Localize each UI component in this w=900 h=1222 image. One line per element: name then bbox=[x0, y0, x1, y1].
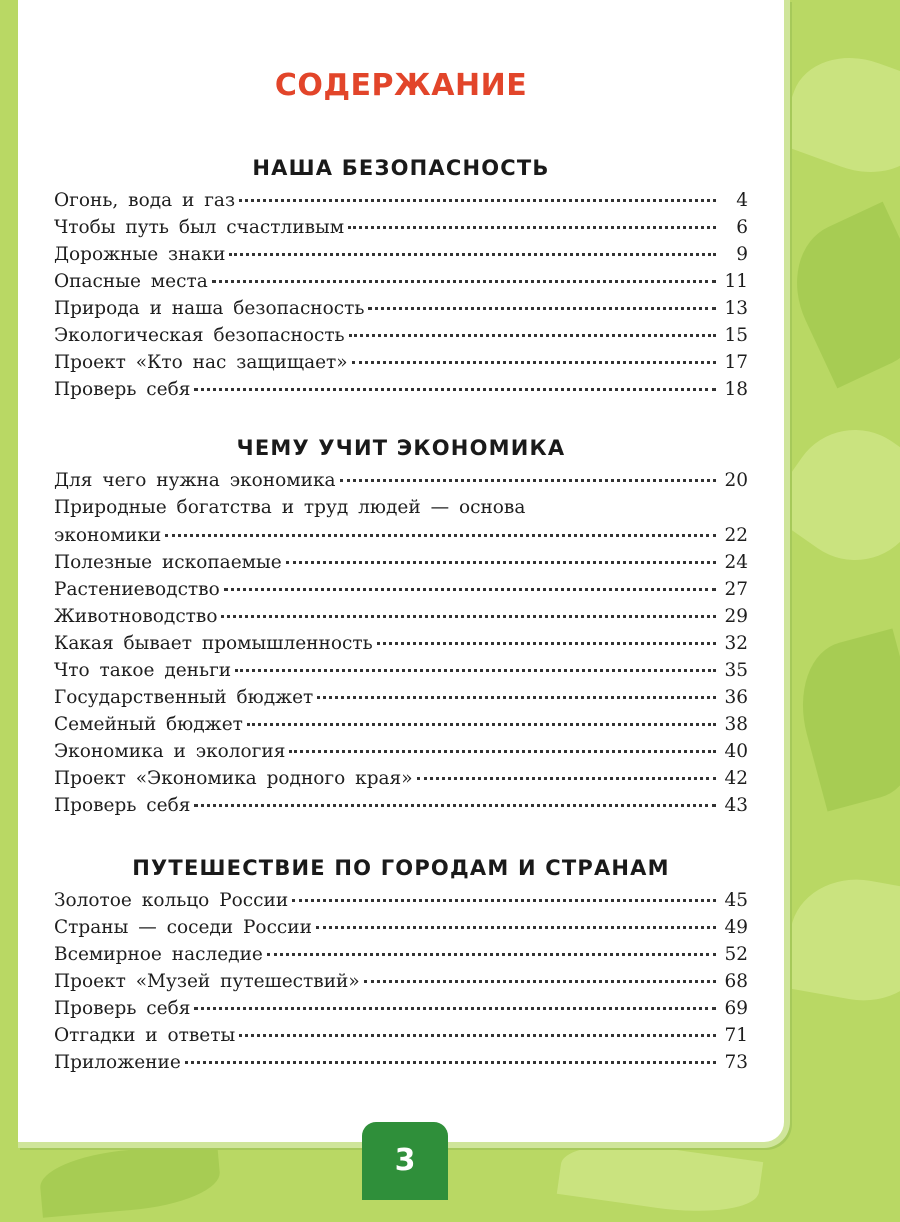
toc-entry[interactable] bbox=[54, 998, 748, 1025]
toc-entry[interactable] bbox=[54, 741, 748, 768]
entry-label: Дорожные знаки bbox=[54, 244, 226, 265]
entry-page: 6 bbox=[736, 217, 748, 238]
toc-entry[interactable] bbox=[54, 325, 748, 352]
entry-label: Семейный бюджет bbox=[54, 714, 243, 735]
toc-entry[interactable] bbox=[54, 1025, 748, 1052]
entry-page: 32 bbox=[724, 633, 748, 654]
leader-dots bbox=[247, 723, 716, 726]
entry-label: Что такое деньги bbox=[54, 660, 232, 681]
section-heading: ЧЕМУ УЧИТ ЭКОНОМИКА bbox=[236, 436, 566, 460]
entry-label: Проверь себя bbox=[54, 998, 191, 1019]
entry-label: Государственный бюджет bbox=[54, 687, 314, 708]
entry-page: 42 bbox=[724, 768, 748, 789]
background-leaf bbox=[38, 1142, 223, 1217]
toc-entry[interactable] bbox=[54, 917, 748, 944]
entry-page: 73 bbox=[724, 1052, 748, 1073]
entry-label: Чтобы путь был счастливым bbox=[54, 217, 345, 238]
toc-entry[interactable] bbox=[54, 552, 748, 579]
leader-dots bbox=[417, 777, 716, 780]
toc-entry[interactable] bbox=[54, 660, 748, 687]
entry-label: Проверь себя bbox=[54, 795, 191, 816]
section-heading: ПУТЕШЕСТВИЕ ПО ГОРОДАМ И СТРАНАМ bbox=[132, 856, 670, 880]
toc-entry[interactable] bbox=[54, 579, 748, 606]
entry-label: Страны — соседи России bbox=[54, 917, 312, 938]
entry-label: Экологическая безопасность bbox=[54, 325, 345, 346]
toc-entry[interactable] bbox=[54, 352, 748, 379]
entry-page: 22 bbox=[724, 525, 748, 546]
leader-dots bbox=[194, 804, 716, 807]
toc-section-safety bbox=[54, 190, 748, 406]
entry-label: Экономика и экология bbox=[54, 741, 286, 762]
entry-label: Отгадки и ответы bbox=[54, 1025, 236, 1046]
toc-entry[interactable] bbox=[54, 971, 748, 998]
toc-entry[interactable] bbox=[54, 890, 748, 917]
entry-label: Растениеводство bbox=[54, 579, 220, 600]
leader-dots bbox=[377, 642, 716, 645]
entry-label: Опасные места bbox=[54, 271, 208, 292]
entry-page: 69 bbox=[724, 998, 748, 1019]
toc-entry[interactable] bbox=[54, 687, 748, 714]
leader-dots bbox=[289, 750, 716, 753]
toc-entry[interactable] bbox=[54, 944, 748, 971]
leader-dots bbox=[224, 588, 716, 591]
entry-page: 29 bbox=[724, 606, 748, 627]
toc-entry[interactable] bbox=[54, 217, 748, 244]
background-leaf bbox=[774, 202, 900, 389]
leader-dots bbox=[349, 334, 716, 337]
entry-page: 15 bbox=[724, 325, 748, 346]
leader-dots bbox=[364, 980, 716, 983]
page-number-tab: 3 bbox=[362, 1122, 448, 1200]
entry-label: Проект «Музей путешествий» bbox=[54, 971, 360, 992]
leader-dots bbox=[267, 953, 716, 956]
toc-entry[interactable] bbox=[54, 470, 748, 497]
entry-label: Всемирное наследие bbox=[54, 944, 263, 965]
entry-label: Золотое кольцо России bbox=[54, 890, 289, 911]
section-heading: НАША БЕЗОПАСНОСТЬ bbox=[252, 156, 550, 180]
toc-entry[interactable] bbox=[54, 633, 748, 660]
entry-page: 71 bbox=[724, 1025, 748, 1046]
leader-dots bbox=[316, 926, 716, 929]
background-leaf bbox=[781, 869, 900, 1011]
entry-label: Проект «Кто нас защищает» bbox=[54, 352, 348, 373]
entry-label: Природные богатства и труд людей — основа bbox=[54, 497, 526, 518]
leader-dots bbox=[317, 696, 716, 699]
entry-label: Огонь, вода и газ bbox=[54, 190, 236, 211]
leader-dots bbox=[286, 561, 716, 564]
leader-dots bbox=[185, 1061, 716, 1064]
background-leaf bbox=[775, 39, 900, 190]
toc-entry[interactable] bbox=[54, 795, 748, 822]
entry-label: Какая бывает промышленность bbox=[54, 633, 373, 654]
leader-dots bbox=[221, 615, 716, 618]
toc-entry-line1[interactable] bbox=[54, 497, 748, 525]
entry-page: 20 bbox=[724, 470, 748, 491]
leader-dots bbox=[348, 226, 716, 229]
entry-page: 11 bbox=[724, 271, 748, 292]
entry-label: Полезные ископаемые bbox=[54, 552, 282, 573]
entry-page: 13 bbox=[724, 298, 748, 319]
entry-page: 35 bbox=[724, 660, 748, 681]
entry-label: Проверь себя bbox=[54, 379, 191, 400]
background-leaf bbox=[786, 628, 900, 811]
entry-page: 38 bbox=[724, 714, 748, 735]
entry-page: 4 bbox=[736, 190, 748, 211]
entry-page: 18 bbox=[724, 379, 748, 400]
toc-section-economics bbox=[54, 470, 748, 822]
leader-dots bbox=[165, 534, 716, 537]
leader-dots bbox=[239, 199, 716, 202]
leader-dots bbox=[352, 361, 716, 364]
contents-page bbox=[18, 0, 790, 1148]
leader-dots bbox=[212, 280, 716, 283]
toc-entry[interactable] bbox=[54, 714, 748, 741]
entry-label: Для чего нужна экономика bbox=[54, 470, 336, 491]
entry-label: Животноводство bbox=[54, 606, 218, 627]
leader-dots bbox=[194, 1007, 716, 1010]
leader-dots bbox=[292, 899, 716, 902]
entry-page: 24 bbox=[724, 552, 748, 573]
entry-page: 68 bbox=[724, 971, 748, 992]
toc-entry[interactable] bbox=[54, 768, 748, 795]
toc-entry[interactable] bbox=[54, 379, 748, 406]
leader-dots bbox=[229, 253, 716, 256]
entry-page: 43 bbox=[724, 795, 748, 816]
entry-page: 17 bbox=[724, 352, 748, 373]
leader-dots bbox=[340, 479, 716, 482]
leader-dots bbox=[235, 669, 716, 672]
toc-entry[interactable] bbox=[54, 525, 748, 552]
leader-dots bbox=[239, 1034, 716, 1037]
entry-page: 27 bbox=[724, 579, 748, 600]
toc-entry[interactable] bbox=[54, 298, 748, 325]
toc-section-travel bbox=[54, 890, 748, 1079]
toc-entry[interactable] bbox=[54, 244, 748, 271]
entry-label: Проект «Экономика родного края» bbox=[54, 768, 413, 789]
leader-dots bbox=[194, 388, 716, 391]
toc-entry[interactable] bbox=[54, 271, 748, 298]
entry-page: 49 bbox=[724, 917, 748, 938]
toc-entry[interactable] bbox=[54, 1052, 748, 1079]
page-title: СОДЕРЖАНИЕ bbox=[274, 68, 528, 103]
entry-label-continued: экономики bbox=[54, 525, 162, 546]
entry-page: 52 bbox=[724, 944, 748, 965]
leader-dots bbox=[368, 307, 716, 310]
entry-page: 9 bbox=[736, 244, 748, 265]
entry-label: Природа и наша безопасность bbox=[54, 298, 365, 319]
toc-entry[interactable] bbox=[54, 606, 748, 633]
entry-label: Приложение bbox=[54, 1052, 181, 1073]
entry-page: 45 bbox=[724, 890, 748, 911]
entry-page: 36 bbox=[724, 687, 748, 708]
toc-entry[interactable] bbox=[54, 190, 748, 217]
entry-page: 40 bbox=[724, 741, 748, 762]
